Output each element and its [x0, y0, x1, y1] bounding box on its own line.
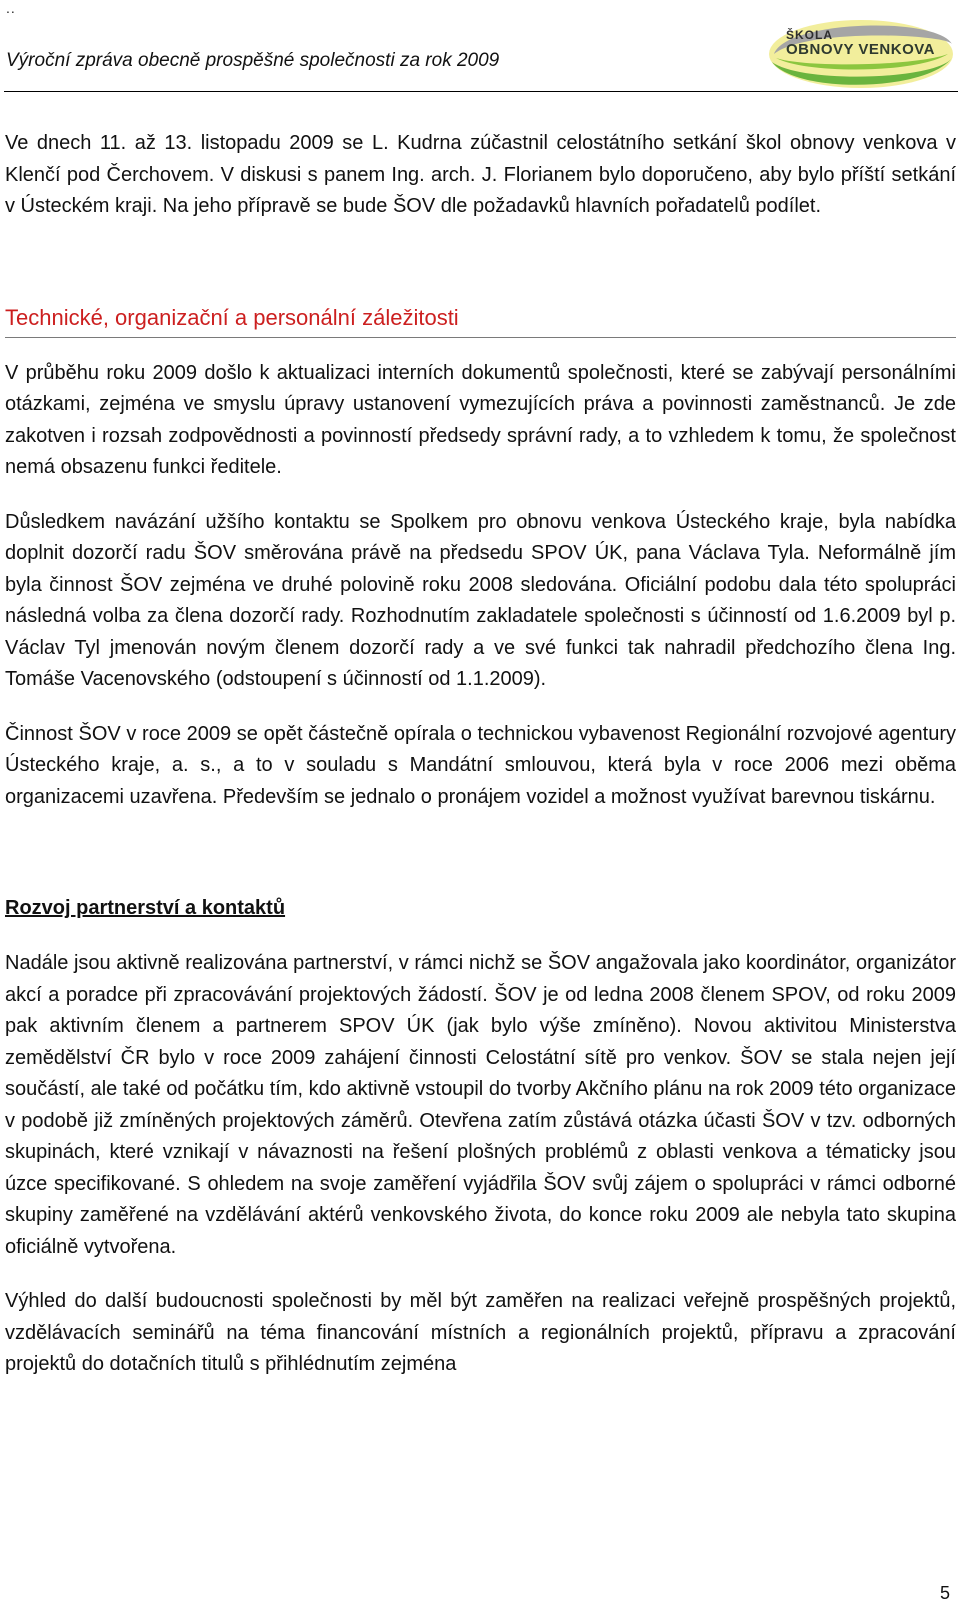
logo-text-obnovy-venkova: OBNOVY VENKOVA: [786, 41, 935, 58]
logo-text-skola: ŠKOLA: [786, 28, 833, 42]
page-number: 5: [939, 1583, 950, 1603]
report-title: Výroční zpráva obecně prospěšné společnosti za rok 2009: [6, 50, 500, 71]
top-mark: ..: [6, 0, 16, 16]
document-body: [5, 128, 956, 1381]
school-logo: [766, 14, 956, 88]
section2-paragraph-1: Nadále jsou aktivně realizována partnerství, v rámci nichž se ŠOV angažovala jako koordinátor, organizátor akcí a poradce při zpracovávání projektových žádostí. ŠOV je od ledna 2008 členem SPOV, od roku 2009 pak aktivním členem a partnerem SPOV ÚK (jak bylo výše zmíněno). Novou aktivitou Ministerstva zemědělství ČR bylo v roce 2009 zahájení činnosti Celostátní sítě pro venkov. ŠOV se stala nejen její součástí, ale také od počátku tím, kdo aktivně vstoupil do tvorby Akčního plánu na rok 2009 této organizace v podobě již zmíněných projektových záměrů. Otevřena zatím zůstává otázka účasti ŠOV v tzv. odborných skupinách, které vznikají v návaznosti na řešení plošných problémů z oblasti venkova a tématicky jsou úzce specifikované. S ohledem na svoje zaměření vyjádřila ŠOV svůj zájem o spolupráci v rámci odborné skupiny zaměřené na vzdělávání aktérů venkovského života, do konce roku 2009 ale nebyla tato skupina oficiálně vytvořena.: [5, 952, 956, 1258]
intro-paragraph: Ve dnech 11. až 13. listopadu 2009 se L. Kudrna zúčastnil celostátního setkání škol obnovy venkova v Klenčí pod Čerchovem. V diskusi s panem Ing. arch. J. Florianem bylo doporučeno, aby bylo příští setkání v Ústeckém kraji. Na jeho přípravě se bude ŠOV dle požadavků hlavních pořadatelů podílet.: [5, 132, 956, 217]
section2-paragraph-2: Výhled do další budoucnosti společnosti by měl být zaměřen na realizaci veřejně prospěšných projektů, vzdělávacích seminářů na téma financování místních a regionálních projektů, přípravu a zpracování projektů do dotačních titulů s přihlédnutím zejména: [5, 1290, 956, 1375]
section1-paragraph-1: V průběhu roku 2009 došlo k aktualizaci interních dokumentů společnosti, které se zabývají personálními otázkami, zejména ve smyslu úpravy ustanovení vymezujících práva a povinnosti zaměstnanců. Je zde zakotven i rozsah zodpovědnosti a povinností předsedy správní rady, a to vzhledem k tomu, že společnost nemá obsazenu funkci ředitele.: [5, 361, 956, 478]
section-heading-technical: Technické, organizační a personální záležitosti: [5, 305, 956, 338]
page-header: [4, 0, 958, 92]
section-heading-partnerships: Rozvoj partnerství a kontaktů: [5, 897, 286, 919]
section1-paragraph-2: Důsledkem navázání užšího kontaktu se Spolkem pro obnovu venkova Ústeckého kraje, byla nabídka doplnit dozorčí radu ŠOV směrována právě na předsedu SPOV ÚK, pana Václava Tyla. Neformálně jím byla činnost ŠOV zejména ve druhé polovině roku 2008 sledována. Oficiální podobu dala této spolupráci následná volba za člena dozorčí rady. Rozhodnutím zakladatele společnosti s účinností od 1.6.2009 byl p. Václav Tyl jmenován novým členem dozorčí rady a ve své funkci tak nahradil předchozího člena Ing. Tomáše Vacenovského (odstoupení s účinností od 1.1.2009).: [5, 510, 956, 690]
section1-paragraph-3: Činnost ŠOV v roce 2009 se opět částečně opírala o technickou vybavenost Regionální rozvojové agentury Ústeckého kraje, a. s., a to v souladu s Mandátní smlouvou, která byla v roce 2006 mezi oběma organizacemi uzavřena. Především se jednalo o pronájem vozidel a možnost využívat barevnou tiskárnu.: [5, 722, 956, 808]
